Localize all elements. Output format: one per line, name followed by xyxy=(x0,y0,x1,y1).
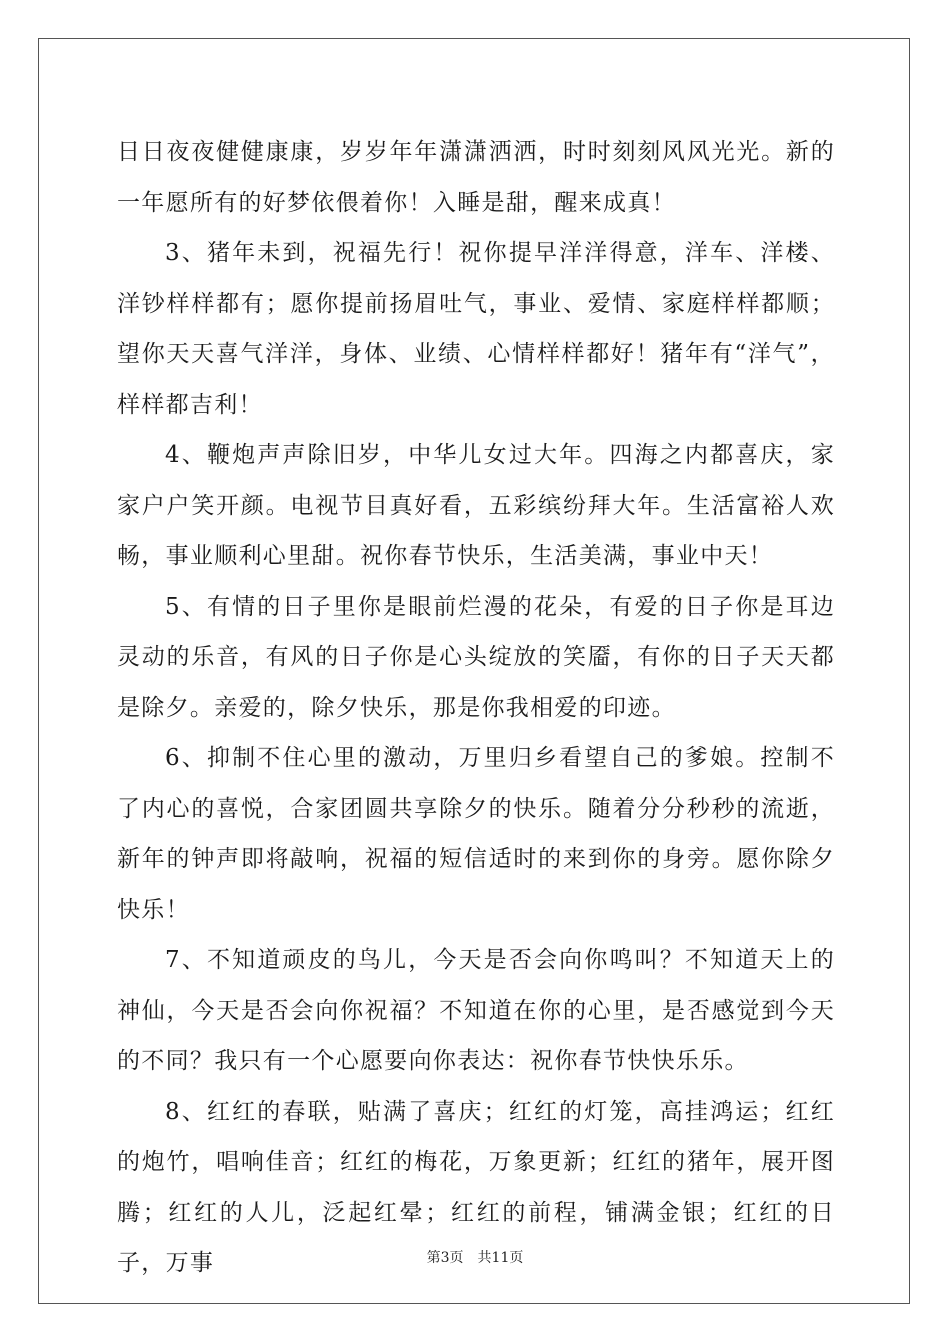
paragraph-2: 3、猪年未到，祝福先行！祝你提早洋洋得意，洋车、洋楼、洋钞样样都有；愿你提前扬眉吐气，事业、爱情、家庭样样都顺；望你天天喜气洋洋，身体、业绩、心情样样都好！猪年有“洋气”，样样都吉利！ xyxy=(117,240,835,418)
page-footer xyxy=(0,1247,950,1267)
paragraph-1: 日日夜夜健健康康，岁岁年年潇潇洒洒，时时刻刻风风光光。新的一年愿所有的好梦依偎着你！入睡是甜，醒来成真！ xyxy=(117,139,835,216)
page-total: 共11页 xyxy=(477,1250,524,1266)
paragraph-7: 8、红红的春联，贴满了喜庆；红红的灯笼，高挂鸿运；红红的炮竹，唱响佳音；红红的梅花，万象更新；红红的猪年，展开图腾；红红的人儿，泛起红晕；红红的前程，铺满金银；红红的日子，万事 xyxy=(117,1098,835,1276)
document-body xyxy=(117,127,835,1289)
paragraph-4: 5、有情的日子里你是眼前烂漫的花朵，有爱的日子你是耳边灵动的乐音，有风的日子你是心头绽放的笑靥，有你的日子天天都是除夕。亲爱的，除夕快乐，那是你我相爱的印迹。 xyxy=(117,593,835,721)
page-number: 第3页 xyxy=(426,1250,464,1266)
paragraph-5: 6、抑制不住心里的激动，万里归乡看望自己的爹娘。控制不了内心的喜悦，合家团圆共享除夕的快乐。随着分分秒秒的流逝，新年的钟声即将敲响，祝福的短信适时的来到你的身旁。愿你除夕快乐！ xyxy=(117,745,835,923)
paragraph-6: 7、不知道顽皮的鸟儿，今天是否会向你鸣叫？不知道天上的神仙，今天是否会向你祝福？不知道在你的心里，是否感觉到今天的不同？我只有一个心愿要向你表达：祝你春节快快乐乐。 xyxy=(117,947,835,1074)
paragraph-3: 4、鞭炮声声除旧岁，中华儿女过大年。四海之内都喜庆，家家户户笑开颜。电视节目真好看，五彩缤纷拜大年。生活富裕人欢畅，事业顺利心里甜。祝你春节快乐，生活美满，事业中天！ xyxy=(117,442,835,569)
